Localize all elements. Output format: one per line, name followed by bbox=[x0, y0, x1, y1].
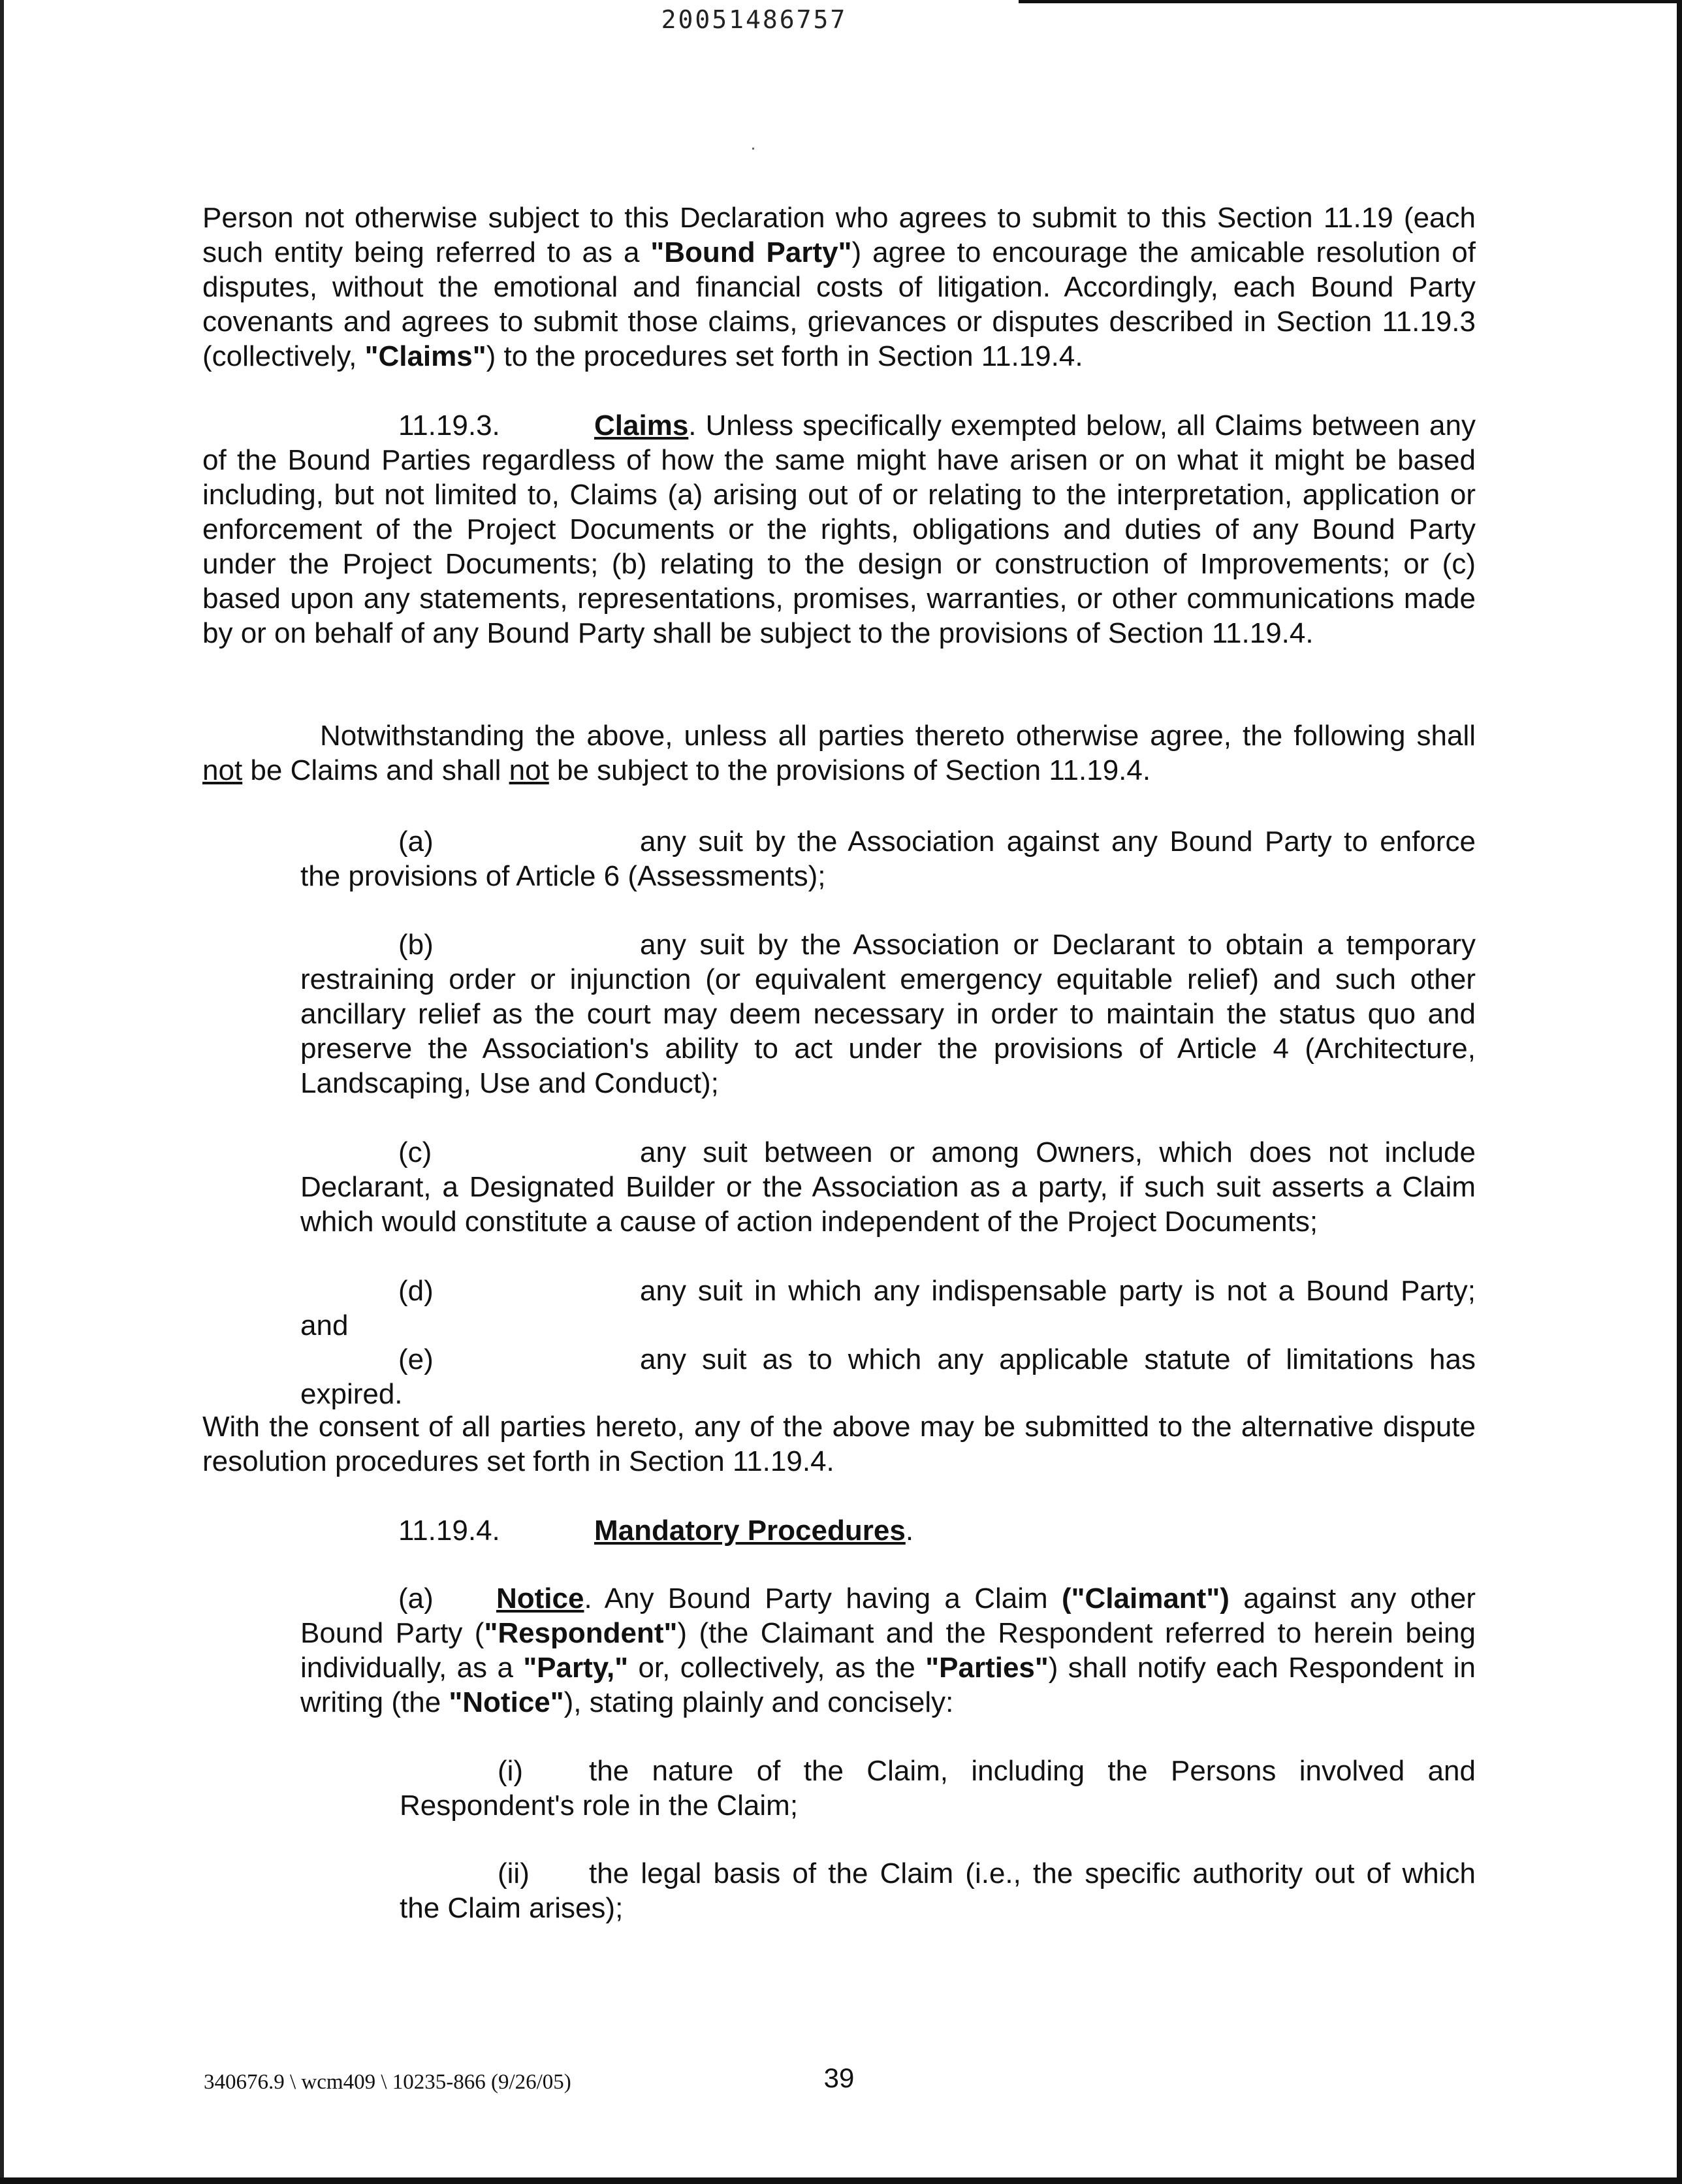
text-run: ) to the procedures set forth in Section 11.19.4. bbox=[486, 340, 1083, 372]
list-text: the legal basis of the Claim (i.e., the specific authority out of which the Claim arises); bbox=[400, 1857, 1476, 1924]
text-run: . bbox=[905, 1515, 914, 1547]
list-label: (e) bbox=[398, 1343, 434, 1375]
text-run: ), stating plainly and concisely: bbox=[563, 1686, 954, 1718]
footer-document-id: 340676.9 \ wcm409 \ 10235-866 (9/26/05) bbox=[204, 2070, 571, 2094]
paragraph-notice bbox=[300, 1581, 1476, 1720]
defined-term-claimant: ("Claimant") bbox=[1062, 1582, 1230, 1614]
scan-border-top bbox=[1019, 0, 1682, 3]
text-run: be subject to the provisions of Section 11.19.4. bbox=[548, 754, 1151, 786]
defined-term-parties: "Parties" bbox=[925, 1652, 1049, 1684]
list-item-b bbox=[300, 927, 1476, 1100]
list-text: any suit between or among Owners, which does not include Declarant, a Designated Builder or the Association as a party, if such suit asserts a Claim which would constitute a cause of action independent of the Project Documents; bbox=[300, 1136, 1476, 1238]
text-run: ) agree to encourage the amicable resolution of disputes, without the emotional and financial costs of litigation. Accordingly, each Bound Party covenants and agrees to submit those claims, grievances or disputes described in Section 11.19.3 (collectively, bbox=[202, 236, 1476, 372]
text-run: against any other Bound Party ( bbox=[300, 1582, 1476, 1649]
list-item-d bbox=[300, 1274, 1476, 1343]
list-label: (a) bbox=[398, 826, 434, 858]
sublist-item-ii bbox=[400, 1856, 1476, 1925]
list-text: any suit by the Association or Declarant to obtain a temporary restraining order or injunction (or equivalent emergency equitable relief) and such other ancillary relief as the court may deem necessary in order to maintain the status quo and preserve the Association's ability to act under the provisions of Article 4 (Architecture, Landscaping, Use and Conduct); bbox=[300, 929, 1476, 1099]
defined-term-party: "Party," bbox=[523, 1652, 629, 1684]
text-run: or, collectively, as the bbox=[628, 1652, 926, 1684]
list-label: (ii) bbox=[498, 1857, 530, 1889]
section-heading-claims: Claims bbox=[594, 410, 689, 442]
text-run: Person not otherwise subject to this Declaration who agrees to submit to this Section 11.19 (each such entity being referred to as a bbox=[202, 202, 1476, 268]
text-run: With the consent of all parties hereto, any of the above may be submitted to the alternative dispute resolution procedures set forth in Section 11.19.4. bbox=[202, 1411, 1476, 1477]
text-run: ) (the Claimant and the Respondent referred to herein being individually, as a bbox=[300, 1617, 1476, 1684]
list-item-c bbox=[300, 1135, 1476, 1239]
section-11-19-4 bbox=[202, 1513, 1476, 1548]
defined-term-claims: "Claims" bbox=[364, 340, 486, 372]
section-text: . Unless specifically exempted below, all Claims between any of the Bound Parties regardless of how the same might have arisen or on what it might be based including, but not limited to, Claims (a) arising out of or relating to the interpretation, application or enforcement of the Project Documents or the rights, obligations and duties of any Bound Party under the Project Documents; (b) relating to the design or construction of Improvements; or (c) based upon any statements, representations, promises, warranties, or other communications made by or on behalf of any Bound Party shall be subject to the provisions of Section 11.19.4. bbox=[202, 410, 1476, 649]
sublist-item-i bbox=[400, 1754, 1476, 1823]
list-label: (i) bbox=[498, 1755, 524, 1787]
scan-border-bottom bbox=[0, 2177, 1682, 2184]
list-label: (a) bbox=[398, 1582, 434, 1614]
list-label: (b) bbox=[398, 929, 434, 961]
defined-term-respondent: "Respondent" bbox=[484, 1617, 678, 1649]
paragraph-consent bbox=[202, 1409, 1476, 1479]
list-text: any suit as to which any applicable statute of limitations has expired. bbox=[300, 1343, 1476, 1410]
scan-border-left bbox=[0, 0, 4, 2184]
section-11-19-3 bbox=[202, 408, 1476, 650]
text-run: ) shall notify each Respondent in writing (the bbox=[300, 1652, 1476, 1718]
list-text: the nature of the Claim, including the Persons involved and Respondent's role in the Claim; bbox=[400, 1755, 1476, 1822]
page-number: 39 bbox=[823, 2063, 855, 2093]
scan-number: 20051486757 bbox=[661, 5, 848, 34]
section-heading-mandatory-procedures: Mandatory Procedures bbox=[594, 1515, 906, 1547]
scan-speck bbox=[752, 148, 754, 150]
section-number: 11.19.3. bbox=[398, 410, 500, 442]
list-item-a bbox=[300, 824, 1476, 893]
defined-term-notice: "Notice" bbox=[449, 1686, 564, 1718]
text-run: Notwithstanding the above, unless all parties thereto otherwise agree, the following shall bbox=[320, 720, 1476, 752]
list-label: (d) bbox=[398, 1275, 434, 1307]
text-run: be Claims and shall bbox=[242, 754, 509, 786]
paragraph-bound-party bbox=[202, 201, 1476, 374]
scan-border-right bbox=[1677, 0, 1682, 2184]
list-item-e bbox=[300, 1342, 1476, 1411]
text-run: . Any Bound Party having a Claim bbox=[584, 1582, 1062, 1614]
paragraph-notwithstanding bbox=[202, 718, 1476, 788]
emphasis-not: not bbox=[202, 754, 243, 786]
emphasis-not: not bbox=[509, 754, 549, 786]
list-label: (c) bbox=[398, 1136, 432, 1168]
list-text: any suit by the Association against any Bound Party to enforce the provisions of Article 6 (Assessments); bbox=[300, 826, 1476, 892]
list-text: any suit in which any indispensable party is not a Bound Party; and bbox=[300, 1275, 1476, 1341]
subheading-notice: Notice bbox=[496, 1582, 584, 1614]
defined-term-bound-party: "Bound Party" bbox=[650, 236, 852, 268]
section-number: 11.19.4. bbox=[398, 1515, 500, 1547]
